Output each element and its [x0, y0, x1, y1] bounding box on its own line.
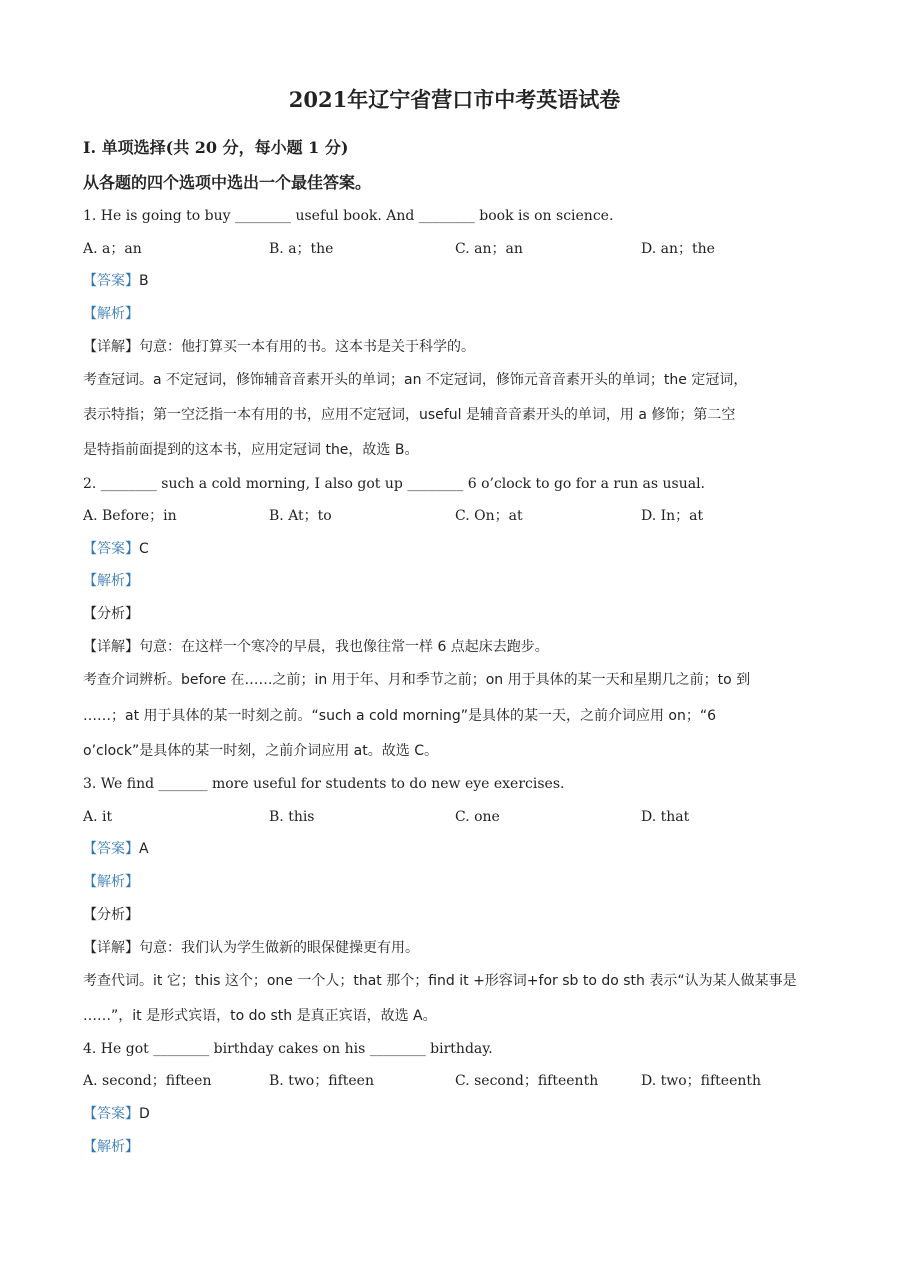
detail-line: ……”，it 是形式宾语，to do sth 是真正宾语，故选 A。	[83, 1008, 437, 1024]
analysis-tag: 【解析】	[83, 874, 139, 890]
answer-value: A	[139, 841, 149, 857]
option-c: C. an；an	[455, 241, 523, 257]
detail-line: 句意：我们认为学生做新的眼保健操更有用。	[139, 940, 419, 956]
option-d: D. an；the	[641, 241, 715, 257]
detail-line: o’clock”是具体的某一时刻，之前介词应用 at。故选 C。	[83, 743, 438, 759]
question-3-detail	[83, 938, 849, 958]
fenxi-tag: 【分析】	[83, 606, 139, 622]
option-b: B. two；fifteen	[269, 1073, 374, 1089]
option-c: C. second；fifteenth	[455, 1073, 599, 1089]
analysis-tag: 【解析】	[83, 306, 139, 322]
detail-line: 句意：在这样一个寒冷的早晨，我也像往常一样 6 点起床去跑步。	[139, 639, 549, 655]
question-4-answer	[83, 1104, 849, 1124]
option-d: D. In；at	[641, 508, 704, 524]
detail-line: 考查冠词。a 不定冠词，修饰辅音音素开头的单词；an 不定冠词，修饰元音音素开头的单词；the 定冠词，	[83, 372, 748, 388]
option-a: A. Before；in	[83, 508, 177, 524]
detail-line: ……；at 用于具体的某一时刻之前。“such a cold morning”是具体的某一天，之前介词应用 on；“6	[83, 708, 717, 724]
answer-tag: 【答案】	[83, 273, 139, 289]
detail-tag: 【详解】	[83, 940, 139, 956]
detail-line: 句意：他打算买一本有用的书。这本书是关于科学的。	[139, 339, 475, 355]
analysis-tag: 【解析】	[83, 573, 139, 589]
option-a: A. second；fifteen	[83, 1073, 212, 1089]
option-b: B. this	[269, 809, 315, 825]
section-instruction: 从各题的四个选项中选出一个最佳答案。	[83, 173, 372, 192]
option-b: B. At；to	[269, 508, 332, 524]
fenxi-tag: 【分析】	[83, 907, 139, 923]
question-3-stem: 3. We find _______ more useful for students to do new eye exercises.	[83, 776, 565, 792]
answer-value: B	[139, 273, 149, 289]
option-c: C. On；at	[455, 508, 523, 524]
option-d: D. two；fifteenth	[641, 1073, 762, 1089]
detail-line: 是特指前面提到的这本书，应用定冠词 the，故选 B。	[83, 442, 419, 458]
analysis-tag: 【解析】	[83, 1139, 139, 1155]
answer-tag: 【答案】	[83, 541, 139, 557]
answer-value: C	[139, 541, 149, 557]
option-a: A. a；an	[83, 241, 142, 257]
detail-line: 表示特指；第一空泛指一本有用的书，应用不定冠词，useful 是辅音音素开头的单词，用 a 修饰；第二空	[83, 407, 736, 423]
answer-value: D	[139, 1106, 150, 1122]
question-1-detail	[83, 337, 849, 357]
detail-line: 考查代词。it 它；this 这个；one 一个人；that 那个；find it +形容词+for sb to do sth 表示“认为某人做某事是	[83, 973, 797, 989]
question-2-answer	[83, 539, 849, 559]
question-2-stem: 2. ________ such a cold morning, I also got up ________ 6 o’clock to go for a run as usual.	[83, 476, 706, 492]
option-a: A. it	[83, 809, 113, 825]
detail-tag: 【详解】	[83, 339, 139, 355]
option-c: C. one	[455, 809, 500, 825]
option-b: B. a；the	[269, 241, 334, 257]
question-4-stem: 4. He got ________ birthday cakes on his ________ birthday.	[83, 1041, 493, 1057]
page-title: 2021年辽宁省营口市中考英语试卷	[288, 87, 621, 112]
question-1-stem: 1. He is going to buy ________ useful book. And ________ book is on science.	[83, 208, 614, 224]
answer-tag: 【答案】	[83, 841, 139, 857]
question-2-detail	[83, 637, 849, 657]
detail-line: 考查介词辨析。before 在……之前；in 用于年、月和季节之前；on 用于具体的某一天和星期几之前；to 到	[83, 672, 751, 688]
section-heading: I. 单项选择(共 20 分，每小题 1 分)	[83, 138, 349, 157]
question-3-answer	[83, 839, 849, 859]
detail-tag: 【详解】	[83, 639, 139, 655]
question-1-answer	[83, 271, 849, 291]
answer-tag: 【答案】	[83, 1106, 139, 1122]
option-d: D. that	[641, 809, 690, 825]
